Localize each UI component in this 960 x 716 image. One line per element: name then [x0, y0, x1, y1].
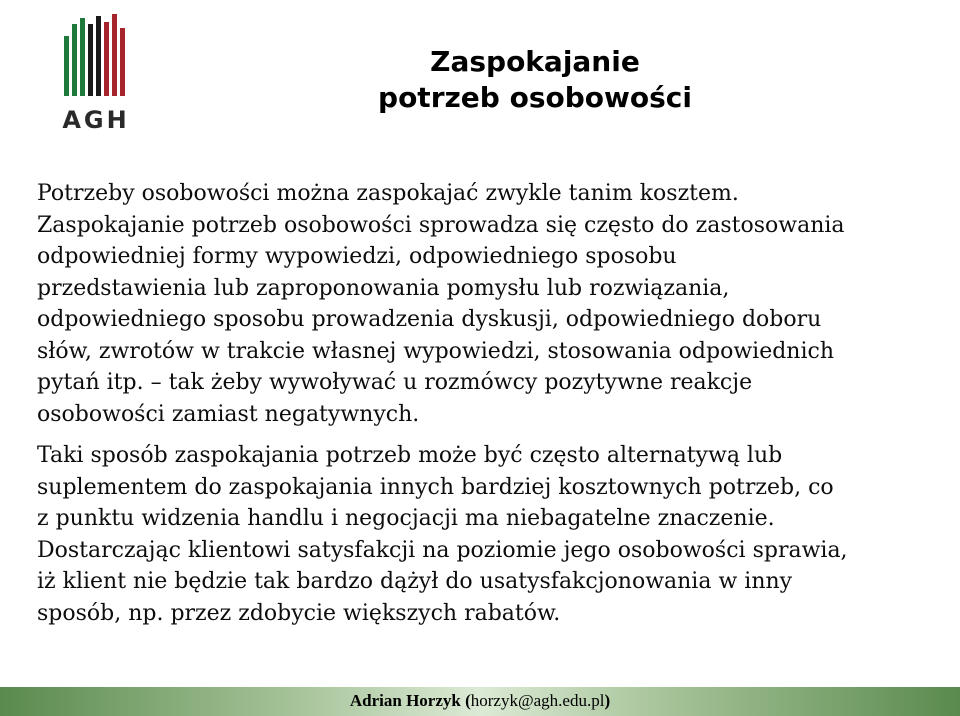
title-line-1: Zaspokajanie [430, 45, 640, 78]
text-line: Dostarczając klientowi satysfakcji na poziomie jego osobowości sprawia, [37, 537, 848, 563]
paragraph-2 [37, 210, 937, 431]
agh-logo-text: AGH [62, 106, 130, 134]
footer-bar [0, 687, 960, 716]
agh-logo [58, 14, 134, 136]
paragraph-4 [37, 535, 937, 630]
text-line: odpowiedniego sposobu prowadzenia dyskusji, odpowiedniego doboru [37, 307, 822, 332]
paragraph-1 [37, 178, 937, 210]
text-line: suplementem do zaspokajania innych bardziej kosztownych potrzeb, co [37, 474, 834, 500]
text-line: przedstawienia lub zaproponowania pomysłu lub rozwiązania, [37, 275, 730, 301]
slide-title [330, 44, 740, 116]
text-line: Taki sposób zaspokajania potrzeb może być często alternatywą lub [37, 443, 783, 468]
author-name: Adrian Horzyk [349, 691, 461, 710]
footer-credit [0, 691, 960, 711]
close-paren: ) [604, 691, 611, 710]
open-paren: ( [460, 691, 471, 710]
text-line: Zaspokajanie potrzeb osobowości sprowadza się często do zastosowania [37, 212, 845, 238]
paragraph-3 [37, 440, 937, 535]
text-line: z punktu widzenia handlu i negocjacji ma niebagatelne znaczenie. [37, 506, 775, 531]
text-line: pytań itp. – tak żeby wywoływać u rozmówcy pozytywne reakcje [37, 370, 753, 395]
text-line: sposób, np. przez zdobycie większych rabatów. [37, 600, 561, 626]
text-line: iż klient nie będzie tak bardzo dążył do usatysfakcjonowania w inny [37, 569, 793, 594]
text-line: Potrzeby osobowości można zaspokajać zwykle tanim kosztem. [37, 181, 739, 206]
title-line-2: potrzeb osobowości [378, 81, 692, 114]
agh-logo-stripes-icon [62, 14, 126, 100]
text-line: osobowości zamiast negatywnych. [37, 401, 420, 427]
text-line: słów, zwrotów w trakcie własnej wypowiedzi, stosowania odpowiednich [37, 338, 835, 364]
author-email: horzyk@agh.edu.pl [470, 691, 605, 710]
text-line: odpowiedniej formy wypowiedzi, odpowiedniego sposobu [37, 244, 677, 269]
slide-body [37, 178, 937, 629]
